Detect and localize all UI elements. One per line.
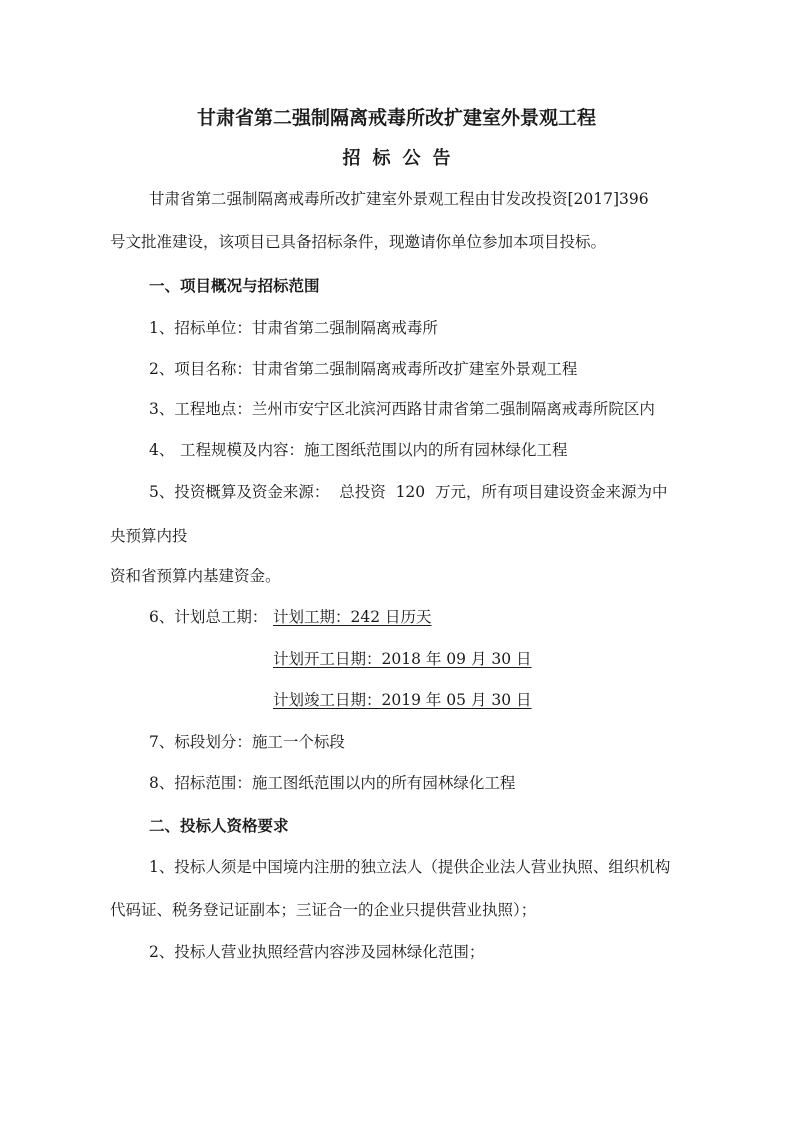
section-1-item-2: 2、项目名称：甘肃省第二强制隔离戒毒所改扩建室外景观工程 [149,360,578,378]
section-2-item-2: 2、投标人营业执照经营内容涉及园林绿化范围； [149,943,485,961]
section-1-item-1: 1、招标单位：甘肃省第二强制隔离戒毒所 [149,319,438,337]
section-1-item-7: 7、标段划分：施工一个标段 [149,733,345,751]
section-2-item-1-line-2: 代码证、税务登记证副本；三证合一的企业只提供营业执照）； [110,901,537,919]
section-1-item-5-line-2: 央预算内投 [110,527,188,545]
section-1-item-3: 3、工程地点：兰州市安宁区北滨河西路甘肃省第二强制隔离戒毒所院区内 [149,400,655,418]
section-1-item-4-text: 工程规模及内容：施工图纸范围以内的所有园林绿化工程 [180,441,568,459]
intro-line-1: 甘肃省第二强制隔离戒毒所改扩建室外景观工程由甘发改投资[2017]396 [149,190,649,208]
section-1-item-5-line-3: 资和省预算内基建资金。 [110,567,281,585]
section-1-item-4-number: 4、 [149,441,175,459]
section-1-heading: 一、项目概况与招标范围 [149,277,320,295]
section-2-heading: 二、投标人资格要求 [149,817,289,835]
section-2-item-1-line-1: 1、投标人须是中国境内注册的独立法人（提供企业法人营业执照、组织机构 [149,858,671,876]
planned-start-date: 计划开工日期：2018 年 09 月 30 日 [273,650,532,668]
document-subtitle: 招标公告 [342,148,463,169]
planned-end-date: 计划竣工日期：2019 年 05 月 30 日 [273,691,532,709]
planned-duration: 计划工期：242 日历天 [273,608,432,626]
section-1-item-8: 8、招标范围：施工图纸范围以内的所有园林绿化工程 [149,774,516,792]
section-1-item-5-line-1: 5、投资概算及资金来源： 总投资 120 万元，所有项目建设资金来源为中 [149,483,668,501]
section-1-item-6-label: 6、计划总工期： [149,608,268,626]
document-title: 甘肃省第二强制隔离戒毒所改扩建室外景观工程 [196,107,596,129]
intro-line-2: 号文批准建设，该项目已具备招标条件，现邀请你单位参加本项目投标。 [110,233,607,251]
